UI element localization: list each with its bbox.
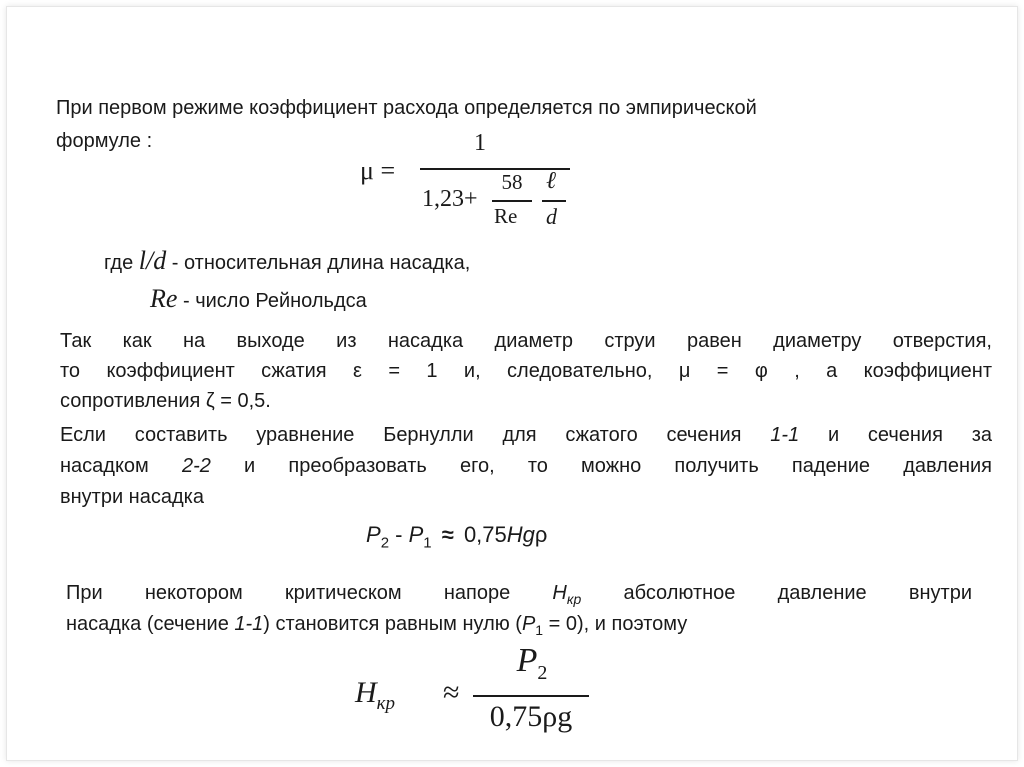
intro-line-1: При первом режиме коэффициент расхода определяется по эмпирической bbox=[56, 97, 757, 119]
p3-l2-b: ) становится равным нулю ( bbox=[263, 613, 522, 635]
f3-bar bbox=[473, 695, 589, 697]
definition-re bbox=[150, 286, 367, 314]
p3-l1-b: абсолютное давление внутри bbox=[581, 582, 972, 604]
ld-text: - относительная длина насадка, bbox=[171, 252, 471, 274]
f3-num-p: P bbox=[516, 642, 538, 679]
paragraph1-line-3: сопротивления ζ = 0,5. bbox=[60, 390, 271, 412]
paragraph3-line-1 bbox=[66, 580, 972, 612]
p3-p-sub: 1 bbox=[535, 622, 544, 638]
formula1-l: ℓ bbox=[546, 168, 556, 194]
f2-minus: - bbox=[389, 522, 409, 547]
p2-l1-a: Если составить уравнение Бернулли для сжатого сечения bbox=[60, 424, 771, 446]
p2-l2-b: и преобразовать его, то можно получить падение давления bbox=[210, 455, 992, 477]
formula1-inner-numerator: 58 bbox=[501, 170, 523, 194]
f2-approx: ≈ bbox=[441, 522, 454, 547]
f2-sub2: 2 bbox=[380, 534, 390, 552]
p3-h: H bbox=[552, 582, 567, 604]
paragraph2-line-1 bbox=[60, 422, 992, 448]
p3-section-1-1: 1-1 bbox=[234, 613, 264, 635]
f2-p2: P bbox=[366, 522, 381, 547]
f3-kr: кр bbox=[376, 693, 396, 714]
f2-rhs-rho: ρ bbox=[534, 522, 548, 547]
paragraph3-line-2 bbox=[66, 611, 687, 643]
p2-l1-b: и сечения за bbox=[799, 424, 992, 446]
p3-l2-a: насадка (сечение bbox=[66, 613, 235, 635]
where-word: где bbox=[104, 252, 134, 274]
paragraph1-line-1: Так как на выходе из насадка диаметр струи равен диаметру отверстия, bbox=[60, 330, 992, 352]
f3-lhs bbox=[355, 676, 395, 715]
f3-approx: ≈ bbox=[443, 676, 460, 709]
f2-rhs-var: Hg bbox=[506, 522, 535, 547]
f3-num-sub: 2 bbox=[537, 661, 548, 684]
f2-rhs-num: 0,75 bbox=[457, 522, 507, 547]
p3-l2-c: = 0), и поэтому bbox=[543, 613, 688, 635]
formula1-inner-denominator: Re bbox=[494, 204, 518, 228]
ld-symbol: l/d bbox=[138, 246, 167, 275]
f2-sub1: 1 bbox=[423, 534, 432, 552]
p3-p: P bbox=[521, 613, 536, 635]
p2-l2-a: насадком bbox=[60, 455, 182, 477]
re-symbol: Re bbox=[150, 284, 178, 313]
p2-section-2-2: 2-2 bbox=[181, 455, 211, 477]
f3-numerator bbox=[487, 642, 577, 685]
f2-p1: P bbox=[408, 522, 424, 547]
formula1-numerator: 1 bbox=[474, 130, 486, 156]
definition-ld bbox=[104, 248, 470, 276]
paragraph2-line-2 bbox=[60, 453, 992, 479]
f3-h: H bbox=[355, 676, 377, 709]
p3-kr: кр bbox=[566, 591, 582, 607]
formula-discharge-coefficient bbox=[360, 130, 575, 242]
formula1-inner-bar bbox=[492, 200, 532, 202]
formula-pressure-drop bbox=[366, 522, 547, 551]
paragraph1-line-2: то коэффициент сжатия ε = 1 и, следовательно, μ = φ , а коэффициент bbox=[60, 360, 992, 382]
f3-denominator: 0,75ρg bbox=[489, 700, 573, 733]
intro-line-2: формуле : bbox=[56, 130, 153, 152]
paragraph2-line-3: внутри насадка bbox=[60, 486, 204, 508]
formula-critical-head bbox=[355, 642, 595, 750]
formula1-lhs: μ = bbox=[360, 156, 396, 185]
p3-l1-a: При некотором критическом напоре bbox=[66, 582, 553, 604]
formula1-d: d bbox=[546, 204, 557, 229]
re-text: - число Рейнольдса bbox=[182, 290, 367, 312]
formula1-denominator-const: 1,23+ bbox=[422, 186, 478, 212]
formula1-ld-bar bbox=[542, 200, 566, 202]
p2-section-1-1: 1-1 bbox=[770, 424, 800, 446]
